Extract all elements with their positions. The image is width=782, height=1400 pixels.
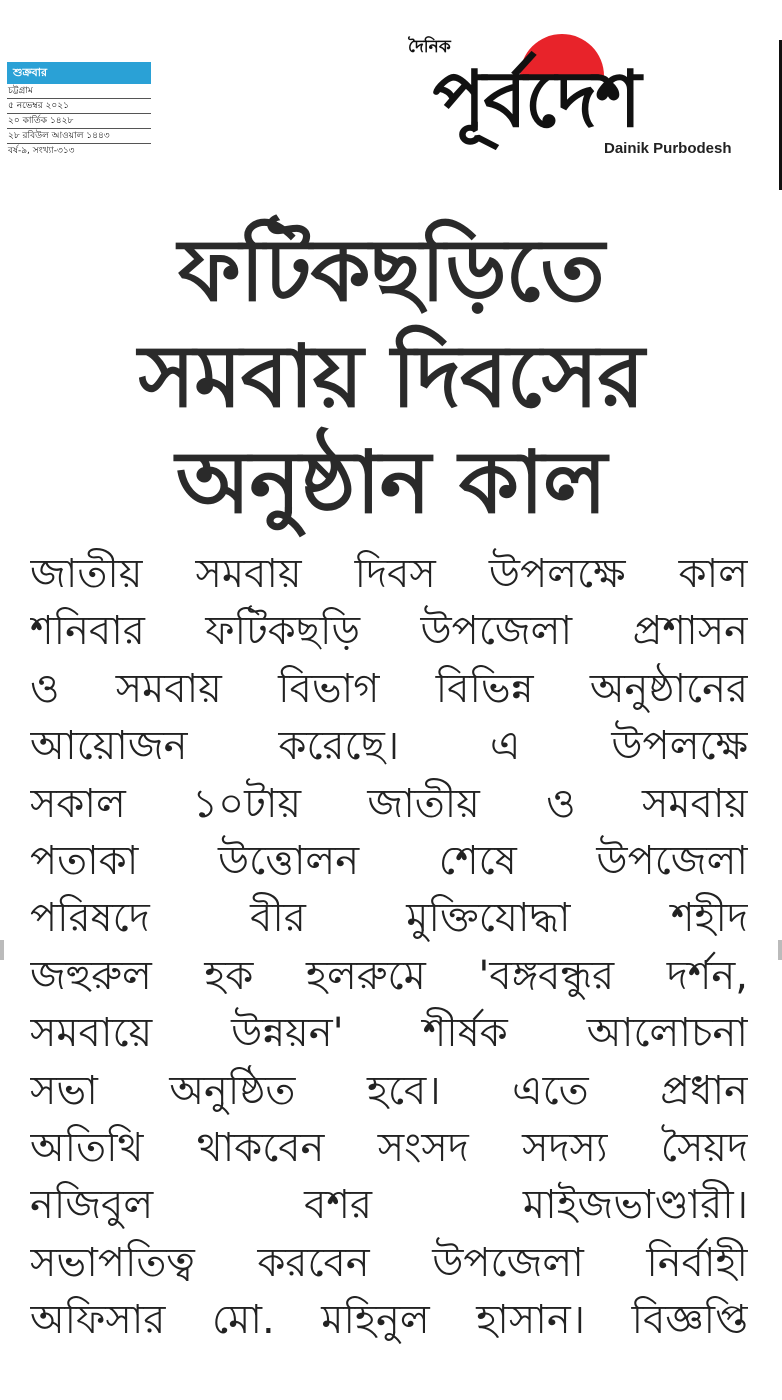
article-line: নজিবুল বশর মাইজভাণ্ডারী। bbox=[30, 1182, 748, 1229]
dateline-box bbox=[7, 62, 151, 158]
article-line: জহুরুল হক হলরুমে 'বঙ্গবন্ধুর দর্শন, bbox=[30, 952, 748, 999]
dateline-city: চট্টগ্রাম bbox=[7, 84, 151, 99]
article-line: ও সমবায় বিভাগ বিভিন্ন অনুষ্ঠানের bbox=[30, 665, 748, 712]
article-line: আয়োজন করেছে। এ উপলক্ষে bbox=[30, 723, 748, 770]
headline-line: ফটিকছড়িতে bbox=[178, 221, 604, 321]
dateline-hijri: ২৮ রবিউল আওয়াল ১৪৪৩ bbox=[7, 129, 151, 144]
article-line: পরিষদে বীর মুক্তিযোদ্ধা শহীদ bbox=[30, 895, 748, 942]
article-line: শনিবার ফটিকছড়ি উপজেলা প্রশাসন bbox=[30, 608, 748, 655]
article-body bbox=[30, 546, 748, 1349]
dateline-gregorian: ৫ নভেম্বর ২০২১ bbox=[7, 99, 151, 114]
masthead bbox=[0, 0, 782, 200]
logo-title: পূর্বদেশ bbox=[432, 55, 640, 145]
article-line: সভা অনুষ্ঠিত হবে। এতে প্রধান bbox=[30, 1067, 748, 1114]
article-line: পতাকা উত্তোলন শেষে উপজেলা bbox=[30, 837, 748, 884]
article-line: অফিসার মো. মহিনুল হাসান। বিজ্ঞপ্তি bbox=[30, 1297, 748, 1344]
logo-prefix: দৈনিক bbox=[408, 37, 451, 57]
headline-line: অনুষ্ঠান কাল bbox=[175, 433, 607, 533]
headline bbox=[20, 218, 762, 536]
article-line: সভাপতিত্ব করবেন উপজেলা নির্বাহী bbox=[30, 1239, 748, 1286]
article-line: জাতীয় সমবায় দিবস উপলক্ষে কাল bbox=[30, 551, 748, 597]
dateline-bengali: ২০ কার্তিক ১৪২৮ bbox=[7, 114, 151, 129]
article-line: সমবায়ে উন্নয়ন' শীর্ষক আলোচনা bbox=[30, 1010, 748, 1057]
left-edge-mark bbox=[0, 940, 4, 960]
article-line: অতিথি থাকবেন সংসদ সদস্য সৈয়দ bbox=[30, 1124, 748, 1171]
logo-latin-name: Dainik Purbodesh bbox=[604, 140, 732, 157]
dateline-issue: বর্ষ-৯, সংখ্যা-৩১৩ bbox=[8, 146, 75, 156]
right-edge-mark bbox=[778, 940, 782, 960]
headline-line: সমবায় দিবসের bbox=[138, 327, 644, 427]
newspaper-logo bbox=[316, 18, 782, 188]
day-badge: শুক্রবার bbox=[7, 62, 151, 84]
article-line: সকাল ১০টায় জাতীয় ও সমবায় bbox=[30, 780, 748, 827]
